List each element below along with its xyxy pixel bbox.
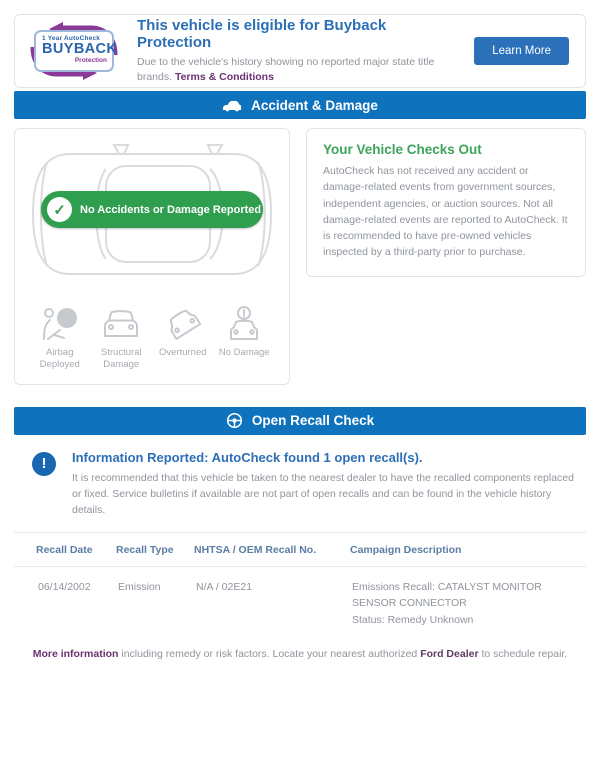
table-row bbox=[14, 567, 586, 632]
more-information-link[interactable]: More information bbox=[32, 648, 119, 661]
buyback-body-text: Due to the vehicle's history showing no reported major state title brands. bbox=[137, 55, 435, 83]
column-header-recall-type: Recall Type bbox=[116, 544, 174, 557]
vehicle-checks-out-card bbox=[306, 128, 586, 277]
more-info-line bbox=[14, 648, 586, 660]
cell-recall-type: Emission bbox=[118, 581, 161, 594]
buyback-logo-line1: 1 Year AutoCheck bbox=[42, 35, 101, 42]
recall-info-text bbox=[72, 450, 578, 519]
airbag-deployed-icon bbox=[38, 305, 82, 341]
checkmark-icon: ✓ bbox=[47, 197, 72, 222]
damage-item-overturned bbox=[152, 305, 214, 372]
accident-diagram-card bbox=[14, 128, 290, 385]
car-icon bbox=[222, 98, 242, 112]
recall-info-body: It is recommended that this vehicle be taken to the nearest dealer to have the recalled components replaced or fixed. Service bulletins if available are not part of open recalls and can be found in the vehicle history details. bbox=[72, 471, 574, 517]
damage-item-airbag bbox=[29, 305, 91, 372]
damage-icon-row bbox=[23, 291, 281, 378]
buyback-logo-line3: Protection bbox=[74, 56, 107, 64]
accident-damage-header-bar bbox=[14, 91, 586, 119]
steering-wheel-icon bbox=[226, 412, 243, 429]
buyback-logo bbox=[27, 21, 121, 81]
column-header-recall-date: Recall Date bbox=[36, 544, 93, 557]
accident-damage-content bbox=[14, 128, 586, 385]
buyback-title: This vehicle is eligible for Buyback Protection bbox=[137, 16, 387, 51]
info-alert-icon: ! bbox=[32, 452, 56, 476]
recall-table bbox=[14, 532, 586, 632]
checks-out-title: Your Vehicle Checks Out bbox=[323, 142, 482, 157]
recall-info-title: Information Reported: AutoCheck found 1 open recall(s). bbox=[72, 449, 423, 465]
damage-item-no-damage bbox=[214, 305, 276, 372]
buyback-logo-line2: BUYBACK bbox=[42, 41, 118, 57]
more-info-text2: to schedule repair. bbox=[478, 648, 568, 661]
recall-table-header-row bbox=[14, 533, 586, 567]
open-recall-header-bar bbox=[14, 407, 586, 435]
more-info-text1: including remedy or risk factors. Locate your nearest authorized bbox=[118, 648, 421, 661]
buyback-protection-banner bbox=[14, 14, 586, 88]
buyback-logo-box bbox=[34, 30, 118, 72]
no-accidents-badge-label: No Accidents or Damage Reported bbox=[80, 203, 262, 216]
no-accidents-badge bbox=[41, 191, 263, 228]
learn-more-button[interactable]: Learn More bbox=[474, 37, 569, 65]
damage-item-structural bbox=[91, 305, 153, 372]
buyback-subtext bbox=[137, 55, 460, 85]
buyback-text-block bbox=[121, 17, 474, 85]
car-diagram-area bbox=[23, 139, 281, 291]
damage-item-label: Structural Damage bbox=[100, 347, 142, 371]
recall-info-block bbox=[14, 448, 586, 519]
damage-item-label: No Damage bbox=[218, 347, 270, 358]
open-recall-header-label: Open Recall Check bbox=[251, 413, 375, 429]
checks-out-body: AutoCheck has not received any accident or damage-related events from government sources, independent agencies, or auction sources. Not all damage-related events are reported to AutoCheck. It is recommended to have pre-owned vehicles inspected by a third-party prior to purchase. bbox=[323, 165, 568, 259]
campaign-description-text: Emissions Recall: CATALYST MONITOR SENSOR CONNECTOR bbox=[352, 581, 542, 609]
cell-recall-no: N/A / 02E21 bbox=[196, 581, 253, 594]
ford-dealer-text: Ford Dealer bbox=[420, 648, 479, 661]
overturned-icon bbox=[161, 305, 205, 341]
campaign-status-text: Status: Remedy Unknown bbox=[352, 613, 474, 626]
structural-damage-icon bbox=[99, 305, 143, 341]
damage-item-label: Airbag Deployed bbox=[39, 347, 80, 371]
no-damage-icon bbox=[222, 305, 266, 341]
column-header-campaign: Campaign Description bbox=[350, 544, 462, 557]
cell-campaign-description bbox=[338, 567, 576, 632]
cell-recall-date: 06/14/2002 bbox=[38, 581, 91, 594]
accident-damage-header-label: Accident & Damage bbox=[251, 97, 378, 113]
column-header-recall-no: NHTSA / OEM Recall No. bbox=[194, 544, 317, 557]
terms-conditions-link[interactable]: Terms & Conditions bbox=[174, 71, 274, 83]
damage-item-label: Overturned bbox=[158, 347, 207, 358]
